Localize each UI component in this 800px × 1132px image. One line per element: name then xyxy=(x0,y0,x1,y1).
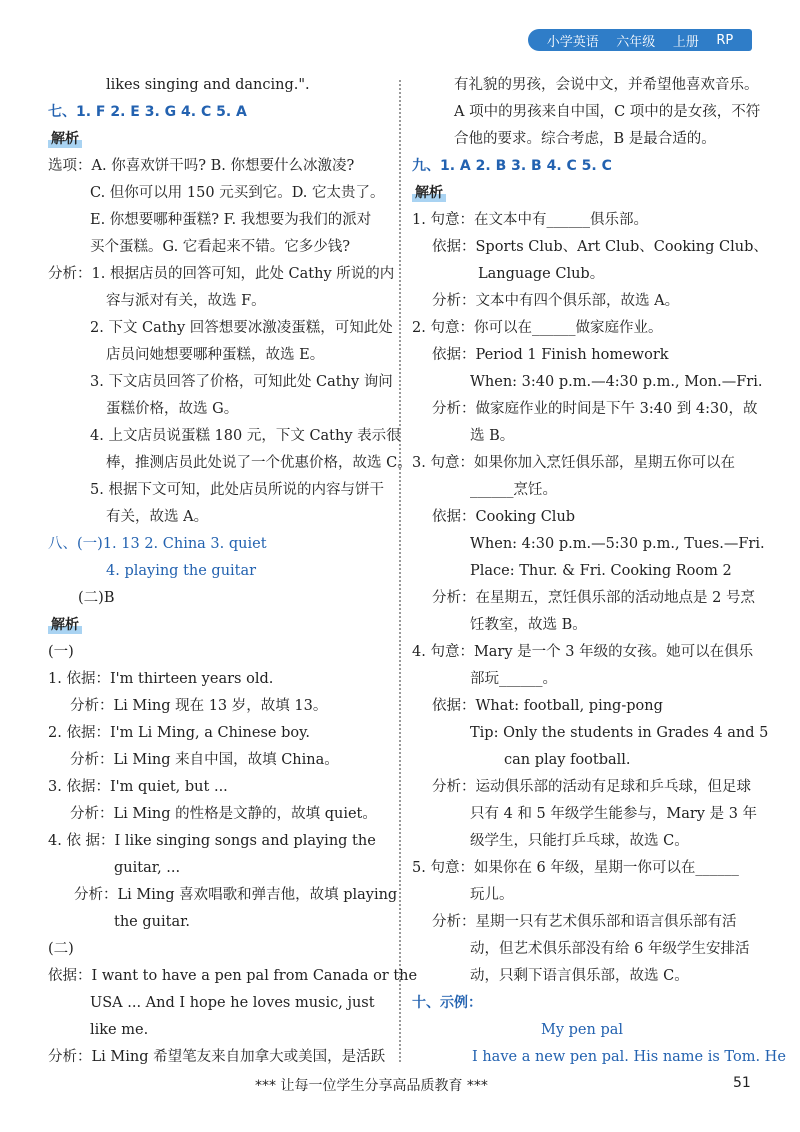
line-text: 级学生，只能打乒乓球，故选 C。 xyxy=(470,833,689,849)
text-line xyxy=(412,666,752,693)
line-text: like me. xyxy=(90,1022,149,1038)
text-line xyxy=(412,909,752,936)
line-text: E. 你想要哪种蛋糕? F. 我想要为我们的派对 xyxy=(90,212,372,228)
text-line xyxy=(48,882,398,909)
line-text: C. 但你可以用 150 元买到它。D. 它太贵了。 xyxy=(90,185,385,201)
text-line xyxy=(412,747,752,774)
text-line xyxy=(48,126,388,153)
text-line xyxy=(412,180,752,207)
line-text: 4. 上文店员说蛋糕 180 元，下文 Cathy 表示很 xyxy=(90,428,401,444)
line-text: 分析：Li Ming 的性格是文静的，故填 quiet。 xyxy=(70,806,377,822)
text-line xyxy=(48,234,388,261)
text-line xyxy=(412,963,752,990)
left-column xyxy=(48,72,418,1071)
text-line xyxy=(48,909,388,936)
text-line xyxy=(412,99,761,126)
text-line xyxy=(48,855,388,882)
right-column xyxy=(412,72,786,1071)
text-line xyxy=(412,990,752,1017)
text-line xyxy=(412,342,752,369)
text-line xyxy=(48,450,412,477)
line-text: 3. 下文店员回答了价格，可知此处 Cathy 询问 xyxy=(90,374,393,390)
line-text: 有关，故选 A。 xyxy=(106,509,209,525)
line-text: 3. 依据：I'm quiet, but ... xyxy=(48,779,228,795)
text-line xyxy=(48,639,388,666)
line-text: 买个蛋糕。G. 它看起来不错。它多少钱? xyxy=(90,239,351,255)
text-line xyxy=(412,936,752,963)
text-line xyxy=(48,558,388,585)
line-text: 依据：Period 1 Finish homework xyxy=(432,347,669,363)
text-line xyxy=(48,531,388,558)
text-line xyxy=(48,666,388,693)
text-line xyxy=(412,585,755,612)
header-subject: 小学英语 xyxy=(546,34,599,50)
text-line xyxy=(48,72,388,99)
line-text: 店员问她想要哪种蛋糕，故选 E。 xyxy=(106,347,325,363)
line-text: 1. 句意：在文本中有______俱乐部。 xyxy=(412,212,648,228)
footer-slogan: *** 让每一位学生分享高品质教育 *** xyxy=(255,1078,488,1094)
text-line xyxy=(412,315,752,342)
text-line xyxy=(412,1044,786,1071)
line-text: 合他的要求。综合考虑，B 是最合适的。 xyxy=(454,131,716,147)
line-text: ______烹饪。 xyxy=(470,482,557,498)
line-text: 动，但艺术俱乐部没有给 6 年级学生安排活 xyxy=(470,941,750,957)
line-text: 八、(一)1. 13 2. China 3. quiet xyxy=(48,536,267,552)
line-text: 依据：What: football, ping-pong xyxy=(432,698,663,714)
line-text: 3. 句意：如果你加入烹饪俱乐部，星期五你可以在 xyxy=(412,455,735,471)
text-line xyxy=(412,450,752,477)
line-text: 分析：做家庭作业的时间是下午 3:40 到 4:30，故 xyxy=(432,401,758,417)
text-line xyxy=(48,747,388,774)
text-line xyxy=(48,936,388,963)
text-line xyxy=(48,1044,388,1071)
text-line xyxy=(48,693,388,720)
line-text: 5. 根据下文可知，此处店员所说的内容与饼干 xyxy=(90,482,384,498)
header-edition: RP xyxy=(716,32,734,48)
text-line xyxy=(412,639,752,666)
page-number: 51 xyxy=(733,1075,751,1091)
line-text: My pen pal xyxy=(540,1022,624,1038)
analysis-label: 解析 xyxy=(48,130,82,148)
text-line xyxy=(48,1017,388,1044)
text-line xyxy=(412,612,752,639)
line-text: 依据：Cooking Club xyxy=(432,509,576,525)
line-text: When: 3:40 p.m.—4:30 p.m., Mon.—Fri. xyxy=(470,374,763,390)
text-line xyxy=(48,153,388,180)
line-text: 2. 依据：I'm Li Ming, a Chinese boy. xyxy=(48,725,310,741)
line-text: 容与派对有关，故选 F。 xyxy=(106,293,266,309)
text-line xyxy=(48,261,395,288)
line-text: 蛋糕价格，故选 G。 xyxy=(106,401,239,417)
header-tag xyxy=(528,29,752,51)
text-line xyxy=(412,693,752,720)
line-text: 部玩______。 xyxy=(470,671,557,687)
analysis-label: 解析 xyxy=(412,184,446,202)
line-text: 饪教室，故选 B。 xyxy=(470,617,587,633)
line-text: 4. 依 据：I like singing songs and playing the xyxy=(48,833,376,849)
line-text: 分析：星期一只有艺术俱乐部和语言俱乐部有活 xyxy=(432,914,737,930)
text-line xyxy=(412,423,752,450)
line-text: 4. playing the guitar xyxy=(106,563,257,579)
line-text: 分析：文本中有四个俱乐部，故选 A。 xyxy=(432,293,680,309)
line-text: 分析：Li Ming 喜欢唱歌和弹吉他，故填 playing xyxy=(74,887,398,903)
text-line xyxy=(48,315,393,342)
text-line xyxy=(412,882,752,909)
line-text: the guitar. xyxy=(114,914,191,930)
line-text: 棒，推测店员此处说了一个优惠价格，故选 C。 xyxy=(106,455,412,471)
header-volume: 上册 xyxy=(672,34,699,50)
line-text: (一) xyxy=(48,644,74,660)
line-text: I have a new pen pal. His name is Tom. He xyxy=(472,1049,786,1065)
line-text: A 项中的男孩来自中国，C 项中的是女孩，不符 xyxy=(454,104,761,120)
text-line xyxy=(412,72,759,99)
line-text: 玩儿。 xyxy=(470,887,514,903)
line-text: 分析：Li Ming 现在 13 岁，故填 13。 xyxy=(70,698,328,714)
text-line xyxy=(412,531,765,558)
line-text: (二) xyxy=(48,941,74,957)
line-text: 十、示例： xyxy=(412,995,482,1011)
text-line xyxy=(48,585,388,612)
text-line xyxy=(412,234,768,261)
line-text: USA ... And I hope he loves music, just xyxy=(90,995,375,1011)
text-line xyxy=(412,153,752,180)
text-line xyxy=(412,504,752,531)
line-text: Language Club。 xyxy=(478,266,605,282)
line-text: likes singing and dancing.". xyxy=(106,77,310,93)
text-line xyxy=(48,801,388,828)
analysis-label: 解析 xyxy=(48,616,82,634)
line-text: 1. 依据：I'm thirteen years old. xyxy=(48,671,274,687)
line-text: 依据：Sports Club、Art Club、Cooking Club、 xyxy=(432,239,768,255)
line-text: 分析：运动俱乐部的活动有足球和乒乓球，但足球 xyxy=(432,779,751,795)
line-text: 七、1. F 2. E 3. G 4. C 5. A xyxy=(48,104,247,120)
line-text: 4. 句意：Mary 是一个 3 年级的女孩。她可以在俱乐 xyxy=(412,644,754,660)
line-text: 动，只剩下语言俱乐部，故选 C。 xyxy=(470,968,689,984)
text-line xyxy=(48,396,388,423)
line-text: 2. 下文 Cathy 回答想要冰激凌蛋糕，可知此处 xyxy=(90,320,393,336)
header-grade: 六年级 xyxy=(616,34,656,50)
text-line xyxy=(48,828,388,855)
text-line xyxy=(48,477,388,504)
text-line xyxy=(412,396,758,423)
text-line xyxy=(412,774,752,801)
line-text: guitar, ... xyxy=(114,860,181,876)
line-text: 分析：1. 根据店员的回答可知，此处 Cathy 所说的内 xyxy=(48,266,395,282)
text-line xyxy=(412,828,752,855)
line-text: Place: Thur. & Fri. Cooking Room 2 xyxy=(470,563,732,579)
line-text: 九、1. A 2. B 3. B 4. C 5. C xyxy=(412,158,612,174)
text-line xyxy=(412,126,752,153)
text-line xyxy=(48,288,388,315)
page-footer xyxy=(0,1075,800,1097)
text-line xyxy=(48,423,401,450)
line-text: 分析：Li Ming 希望笔友来自加拿大或美国，是活跃 xyxy=(48,1049,386,1065)
line-text: 选项：A. 你喜欢饼干吗? B. 你想要什么冰激凌? xyxy=(48,158,355,174)
text-line xyxy=(48,612,388,639)
text-line xyxy=(48,207,388,234)
line-text: Tip: Only the students in Grades 4 and 5 xyxy=(470,725,769,741)
text-line xyxy=(48,504,388,531)
text-line xyxy=(412,207,752,234)
line-text: 5. 句意：如果你在 6 年级，星期一你可以在______ xyxy=(412,860,739,876)
text-line xyxy=(412,261,752,288)
text-line xyxy=(412,558,752,585)
column-divider xyxy=(399,80,401,1062)
line-text: 选 B。 xyxy=(470,428,515,444)
line-text: 2. 句意：你可以在______做家庭作业。 xyxy=(412,320,663,336)
text-line xyxy=(48,720,388,747)
text-line xyxy=(412,369,763,396)
text-line xyxy=(48,369,393,396)
text-line xyxy=(48,342,388,369)
text-line xyxy=(412,801,758,828)
text-line xyxy=(48,774,388,801)
text-line xyxy=(48,990,388,1017)
text-line xyxy=(48,180,388,207)
text-line xyxy=(412,288,752,315)
line-text: 只有 4 和 5 年级学生能参与，Mary 是 3 年 xyxy=(470,806,758,822)
line-text: 依据：I want to have a pen pal from Canada or the xyxy=(48,968,418,984)
line-text: When: 4:30 p.m.—5:30 p.m., Tues.—Fri. xyxy=(470,536,765,552)
text-line xyxy=(412,477,752,504)
line-text: can play football. xyxy=(504,752,631,768)
line-text: (二)B xyxy=(78,590,115,606)
line-text: 分析：Li Ming 来自中国，故填 China。 xyxy=(70,752,339,768)
text-line xyxy=(48,963,418,990)
line-text: 分析：在星期五，烹饪俱乐部的活动地点是 2 号烹 xyxy=(432,590,755,606)
text-line xyxy=(412,720,769,747)
text-line xyxy=(48,99,388,126)
text-line xyxy=(412,1017,752,1044)
text-line xyxy=(412,855,752,882)
line-text: 有礼貌的男孩，会说中文，并希望他喜欢音乐。 xyxy=(454,77,759,93)
